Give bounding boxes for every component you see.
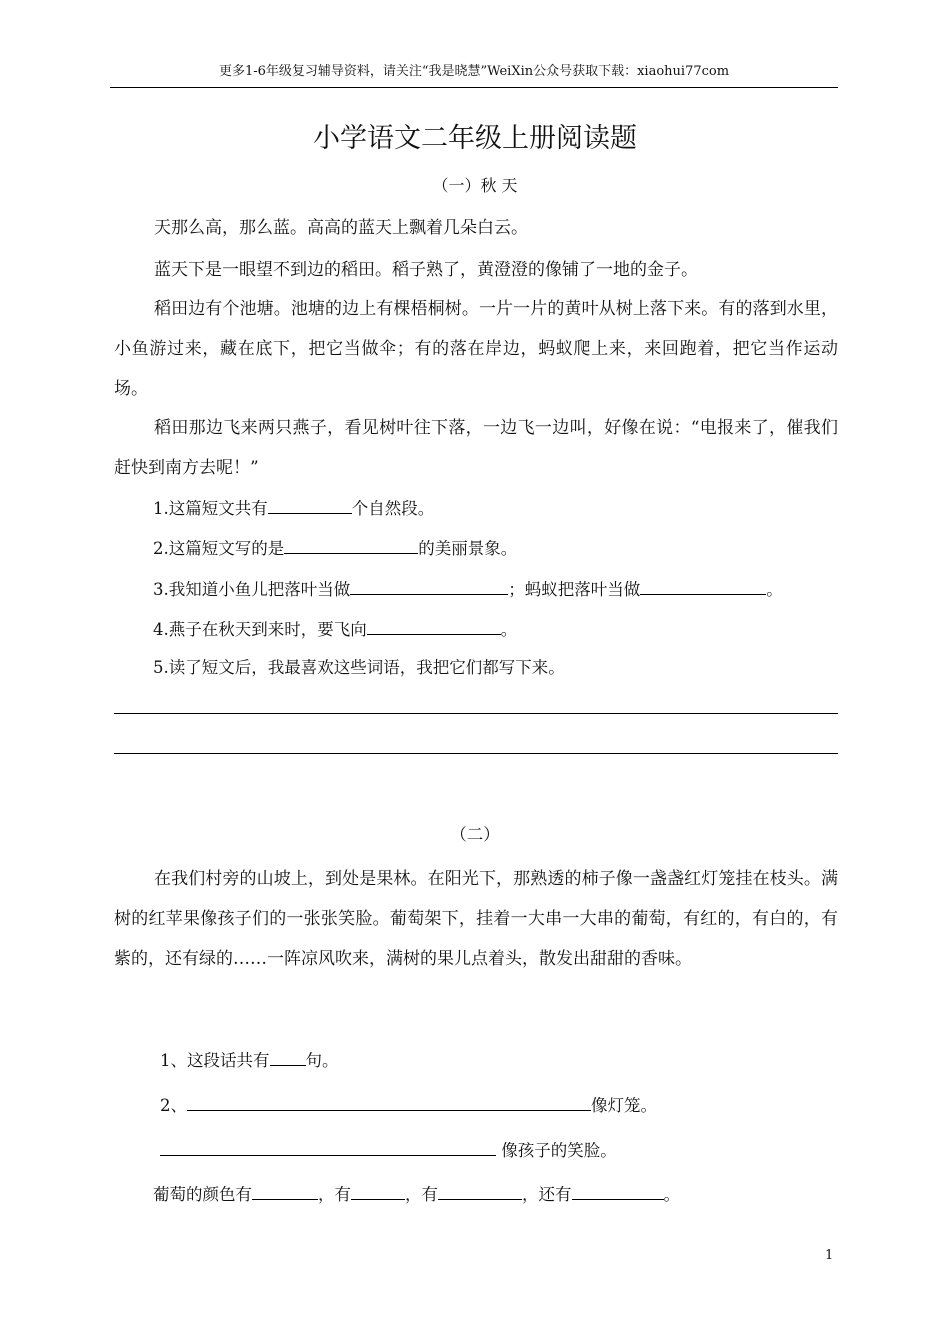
section1-question-4 — [153, 616, 517, 642]
q2-blank[interactable] — [284, 535, 418, 554]
section1-question-2 — [153, 535, 517, 561]
q2-text: 2.这篇短文写的是 — [153, 539, 285, 558]
s2-q2-suffix: 像灯笼。 — [591, 1096, 657, 1115]
s2-q3-blank-4[interactable] — [572, 1181, 664, 1200]
q3-text: 3.我知道小鱼儿把落叶当做 — [153, 580, 351, 599]
q3-blank-1[interactable] — [350, 576, 508, 595]
answer-line-1[interactable] — [114, 713, 838, 714]
q1-blank[interactable] — [268, 495, 352, 514]
section2-question-1 — [160, 1047, 339, 1073]
section1-paragraph-2: 蓝天下是一眼望不到边的稻田。稻子熟了，黄澄澄的像铺了一地的金子。 — [154, 260, 698, 280]
s2-q3-text: 葡萄的颜色有 — [153, 1185, 252, 1204]
section1-question-1 — [153, 495, 434, 521]
q1-suffix: 个自然段。 — [351, 499, 435, 518]
q4-text: 4.燕子在秋天到来时，要飞向 — [153, 620, 367, 639]
s2-q3-end: 。 — [663, 1185, 680, 1204]
s2-q3-blank-1[interactable] — [252, 1181, 318, 1200]
section1-heading: （一）秋 天 — [432, 176, 518, 195]
q4-suffix: 。 — [500, 620, 518, 639]
s2-q2-blank-1[interactable] — [187, 1092, 591, 1111]
section2-question-3 — [153, 1181, 680, 1207]
q4-blank[interactable] — [367, 616, 501, 635]
s2-q2-blank-2[interactable] — [160, 1137, 496, 1156]
s2-q2-label: 2、 — [160, 1096, 187, 1115]
q1-text: 1.这篇短文共有 — [153, 499, 268, 518]
page-header: 更多1-6年级复习辅导资料，请关注“我是晓慧”WeiXin公众号获取下载：xiaohui77com — [218, 64, 730, 79]
s2-q3-sep-2: ，有 — [405, 1185, 438, 1204]
q3-suffix: 。 — [766, 580, 783, 599]
section1-question-3 — [153, 576, 783, 602]
q3-blank-2[interactable] — [640, 576, 766, 595]
s2-q3-sep-1: ，有 — [318, 1185, 351, 1204]
section1-question-5: 5.读了短文后，我最喜欢这些词语，我把它们都写下来。 — [153, 658, 565, 677]
s2-q3-blank-2[interactable] — [351, 1181, 405, 1200]
s2-q2b-suffix: 像孩子的笑脸。 — [496, 1141, 617, 1160]
s2-q1-text: 1、这段话共有 — [160, 1051, 270, 1070]
q3-middle: ；蚂蚁把落叶当做 — [508, 580, 641, 599]
q2-suffix: 的美丽景象。 — [418, 539, 518, 558]
s2-q1-blank[interactable] — [270, 1047, 306, 1066]
answer-line-2[interactable] — [114, 753, 838, 754]
s2-q3-sep-3: ，还有 — [522, 1185, 572, 1204]
header-rule — [110, 87, 838, 88]
section2-heading: （二） — [450, 825, 500, 844]
section2-question-2 — [160, 1092, 657, 1118]
section1-paragraph-3: 稻田边有个池塘。池塘的边上有棵梧桐树。一片一片的黄叶从树上落下来。有的落到水里，小鱼游过来，藏在底下，把它当做伞；有的落在岸边，蚂蚁爬上来，来回跑着，把它当作运动场。 — [114, 299, 838, 399]
s2-q1-suffix: 句。 — [305, 1051, 339, 1070]
document-title: 小学语文二年级上册阅读题 — [313, 123, 637, 154]
section1-paragraph-1: 天那么高，那么蓝。高高的蓝天上飘着几朵白云。 — [154, 218, 528, 238]
page-number: 1 — [825, 1248, 834, 1263]
section2-question-2b — [160, 1137, 617, 1163]
s2-q3-blank-3[interactable] — [438, 1181, 522, 1200]
section1-paragraph-4: 稻田那边飞来两只燕子，看见树叶往下落，一边飞一边叫，好像在说：“电报来了，催我们赶快到南方去呢！” — [114, 418, 838, 478]
section2-paragraph: 在我们村旁的山坡上，到处是果林。在阳光下，那熟透的柿子像一盏盏红灯笼挂在枝头。满树的红苹果像孩子们的一张张笑脸。葡萄架下，挂着一大串一大串的葡萄，有红的，有白的，有紫的，还有绿的……一阵凉风吹来，满树的果儿点着头，散发出甜甜的香味。 — [114, 869, 838, 969]
